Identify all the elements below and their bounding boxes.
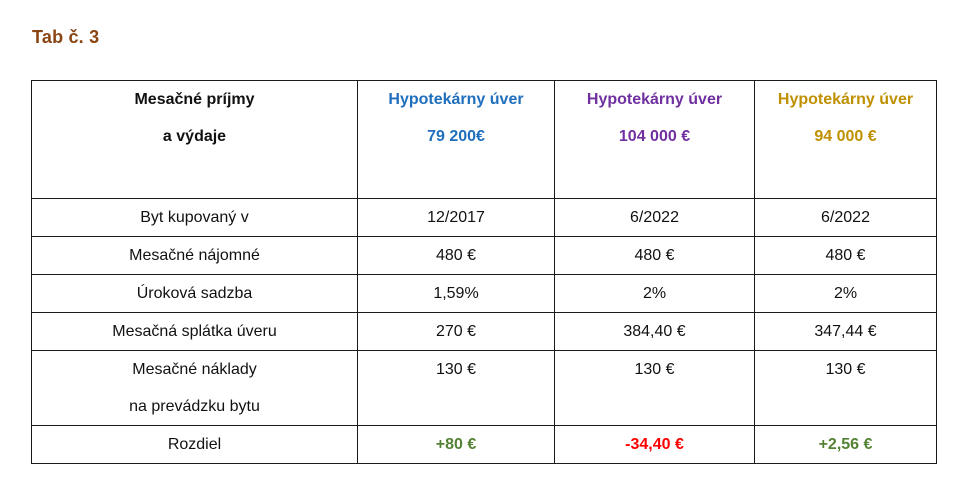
table-row <box>32 351 937 426</box>
header-col-3 <box>755 81 937 199</box>
cell-value: 6/2022 <box>755 199 937 237</box>
row-label: Byt kupovaný v <box>32 199 358 237</box>
cell-value: 6/2022 <box>555 199 755 237</box>
header-col-1-title: Hypotekárny úver <box>388 91 524 108</box>
cell-value: 480 € <box>555 237 755 275</box>
table-row <box>32 313 937 351</box>
cell-value: 480 € <box>755 237 937 275</box>
row-label-line1: Mesačné náklady <box>132 361 257 378</box>
cell-value: 130 € <box>555 351 755 426</box>
row-label: Mesačná splátka úveru <box>32 313 358 351</box>
row-label: Mesačné nájomné <box>32 237 358 275</box>
cell-value: 1,59% <box>358 275 555 313</box>
table-row <box>32 275 937 313</box>
comparison-table <box>31 80 937 464</box>
difference-value-positive: +2,56 € <box>755 426 937 464</box>
row-label-line2: na prevádzku bytu <box>129 398 260 415</box>
difference-value-positive: +80 € <box>358 426 555 464</box>
row-label: Úroková sadzba <box>32 275 358 313</box>
header-row <box>32 81 937 199</box>
table-row <box>32 199 937 237</box>
header-col-1 <box>358 81 555 199</box>
cell-value: 130 € <box>755 351 937 426</box>
difference-row <box>32 426 937 464</box>
header-col-1-amount: 79 200€ <box>427 128 485 145</box>
row-label: Rozdiel <box>32 426 358 464</box>
table-row <box>32 237 937 275</box>
cell-value: 384,40 € <box>555 313 755 351</box>
cell-value: 480 € <box>358 237 555 275</box>
row-label <box>32 351 358 426</box>
header-label-line2: a výdaje <box>162 128 227 145</box>
cell-value: 347,44 € <box>755 313 937 351</box>
cell-value: 2% <box>755 275 937 313</box>
header-col-2 <box>555 81 755 199</box>
header-label-line1: Mesačné príjmy <box>134 91 255 108</box>
header-col-3-title: Hypotekárny úver <box>777 91 914 108</box>
difference-value-negative: -34,40 € <box>555 426 755 464</box>
header-label-cell <box>32 81 358 199</box>
table-caption: Tab č. 3 <box>32 27 100 47</box>
cell-value: 12/2017 <box>358 199 555 237</box>
header-col-2-amount: 104 000 € <box>618 128 691 145</box>
cell-value: 130 € <box>358 351 555 426</box>
header-col-2-title: Hypotekárny úver <box>586 91 723 108</box>
cell-value: 270 € <box>358 313 555 351</box>
cell-value: 2% <box>555 275 755 313</box>
header-col-3-amount: 94 000 € <box>814 128 877 145</box>
